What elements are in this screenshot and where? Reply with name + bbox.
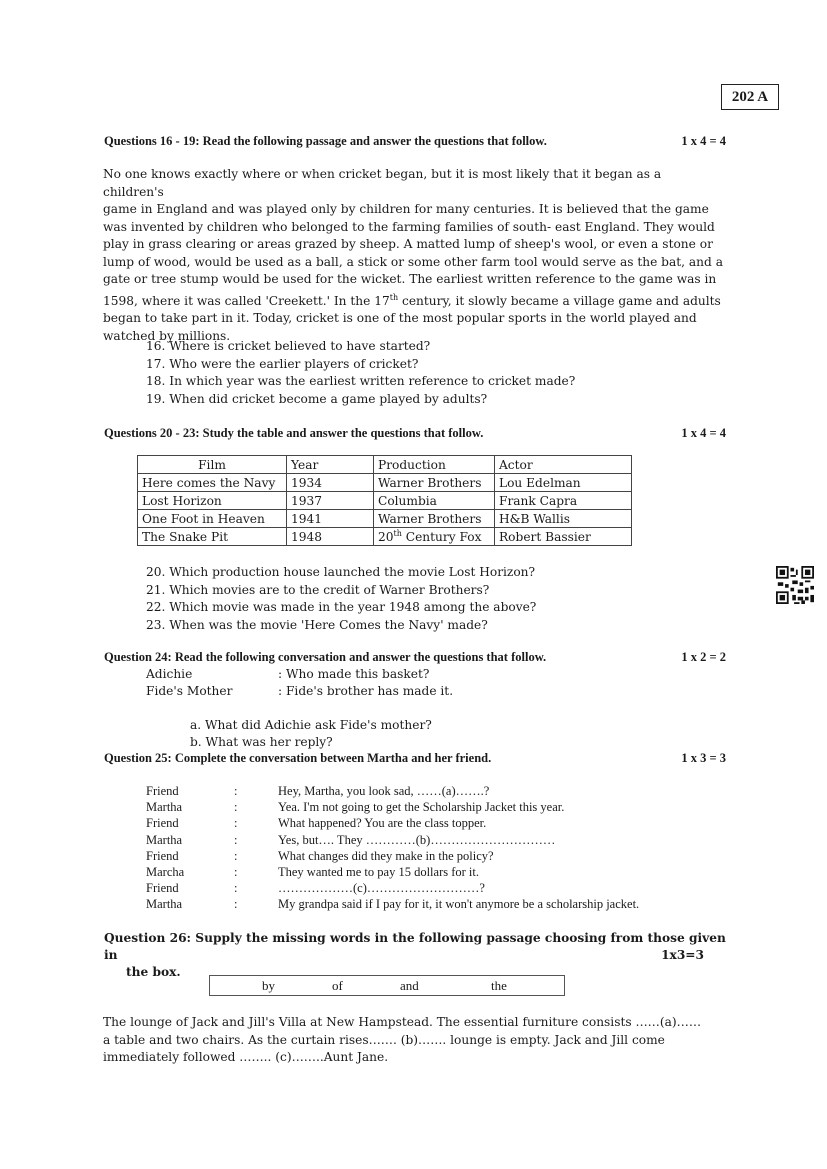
word-box [209, 975, 565, 996]
line-text: Yea. I'm not going to get the Scholarship Jacket this year. [278, 800, 565, 815]
passage-line-start: 1598, where it was called 'Creekett.' In the 17 [103, 293, 390, 308]
cell-actor: Lou Edelman [495, 474, 632, 492]
speaker: Friend [146, 784, 179, 798]
cell-year: 1937 [287, 492, 374, 510]
colon: : [234, 864, 238, 879]
q20-heading-row [104, 426, 726, 441]
cell-production [374, 528, 495, 546]
passage-line: watched by millions. [103, 328, 231, 343]
passage-line: immediately followed …….. (c)……..Aunt Jane. [103, 1050, 389, 1064]
colon: : [234, 897, 238, 912]
q26-heading-line-2: the box. [126, 965, 181, 979]
passage-line: gate or tree stump would be used for the wicket. The earliest written reference to the game was in [103, 272, 717, 286]
superscript: th [389, 292, 399, 302]
qr-code-icon [776, 566, 814, 604]
q24-sub-question-a [190, 717, 432, 735]
q24-speaker-2: Fide's Mother [146, 684, 233, 698]
colon: : [234, 881, 238, 896]
passage-line: The lounge of Jack and Jill's Villa at New Hampstead. The essential furniture consists ……(a)…… [103, 1015, 702, 1029]
q25-marks: 1 x 3 = 3 [681, 751, 726, 765]
cell-year: 1948 [287, 528, 374, 546]
paper-code: 202 A [721, 84, 779, 110]
table-row [138, 510, 632, 528]
table-row [138, 492, 632, 510]
column-header-production: Production [374, 456, 495, 474]
cell-film: Lost Horizon [138, 492, 287, 510]
q16-question-list [146, 338, 575, 408]
word-option: the [491, 978, 507, 993]
column-header-film: Film [138, 456, 287, 474]
question-16: 16. Where is cricket believed to have started? [146, 339, 431, 353]
question-21: 21. Which movies are to the credit of Warner Brothers? [146, 582, 490, 597]
q20-question-list [146, 564, 536, 634]
passage-line: play in grass clearing or areas grazed by sheep. A matted lump of sheep's wool, or even a stone or [103, 237, 713, 251]
superscript: th [393, 528, 402, 538]
passage-line: was invented by children who belonged to the farming families of south- east England. They would [103, 219, 715, 234]
q24-marks: 1 x 2 = 2 [681, 650, 726, 664]
q24-line-1: : Who made this basket? [278, 667, 430, 681]
passage-line-end: century, it slowly became a village game and adults [398, 293, 721, 308]
speaker: Friend [146, 848, 179, 863]
q20-marks: 1 x 4 = 4 [681, 426, 726, 440]
cell-year: 1941 [287, 510, 374, 528]
speaker: Martha [146, 800, 183, 815]
q24-sub-question-b [190, 734, 333, 752]
line-text: ………………(c)………………………? [278, 881, 485, 896]
q20-heading: Questions 20 - 23: Study the table and answer the questions that follow. [104, 426, 484, 440]
film-table [137, 455, 632, 546]
q26-heading [104, 930, 726, 981]
q24-heading: Question 24: Read the following conversation and answer the questions that follow. [104, 650, 547, 664]
q24-speaker-1: Adichie [146, 667, 193, 681]
word-option: and [400, 978, 419, 993]
cell-film: Here comes the Navy [138, 474, 287, 492]
line-text: Hey, Martha, you look sad, ……(a)…….? [278, 784, 490, 798]
speaker: Martha [146, 897, 183, 912]
q26-marks: 1x3=3 [661, 948, 704, 962]
table-row [138, 528, 632, 546]
question-20: 20. Which production house launched the movie Lost Horizon? [146, 565, 536, 579]
q25-heading-row [104, 751, 726, 766]
word-option: of [332, 978, 343, 993]
speaker: Martha [146, 832, 183, 847]
table-header-row [138, 456, 632, 474]
line-text: What changes did they make in the policy? [278, 848, 494, 863]
question-18: 18. In which year was the earliest written reference to cricket made? [146, 374, 576, 388]
line-text: Yes, but…. They …………(b)………………………… [278, 832, 556, 847]
q16-passage [103, 166, 723, 345]
cell-actor: H&B Wallis [495, 510, 632, 528]
question-19: 19. When did cricket become a game played by adults? [146, 391, 488, 406]
speaker: Marcha [146, 864, 185, 879]
cell-production: Warner Brothers [374, 510, 495, 528]
cell-production: Columbia [374, 492, 495, 510]
cell-actor: Frank Capra [495, 492, 632, 510]
cell-production: Warner Brothers [374, 474, 495, 492]
speaker: Friend [146, 816, 179, 831]
passage-line [103, 289, 723, 311]
cell-film: The Snake Pit [138, 528, 287, 546]
line-text: They wanted me to pay 15 dollars for it. [278, 864, 479, 879]
question-17: 17. Who were the earlier players of cricket? [146, 356, 419, 371]
column-header-actor: Actor [495, 456, 632, 474]
column-header-year: Year [287, 456, 374, 474]
q25-heading: Question 25: Complete the conversation between Martha and her friend. [104, 751, 492, 765]
sub-label-a: a. [190, 718, 202, 732]
question-22: 22. Which movie was made in the year 1948 among the above? [146, 600, 537, 614]
colon: : [234, 832, 238, 847]
passage-line: began to take part in it. Today, cricket is one of the most popular sports in the world played and [103, 311, 697, 326]
q26-heading-line-1: Question 26: Supply the missing words in the following passage choosing from those given in [104, 931, 726, 962]
passage-line: No one knows exactly where or when cricket began, but it is most likely that it began as a children's [103, 167, 662, 199]
production-rest: Century Fox [401, 530, 482, 545]
speaker: Friend [146, 881, 179, 896]
question-23: 23. When was the movie 'Here Comes the Navy' made? [146, 617, 488, 632]
cell-actor: Robert Bassier [495, 528, 632, 546]
production-number: 20 [378, 530, 394, 545]
q26-passage [103, 1014, 723, 1067]
passage-line: game in England and was played only by children for many centuries. It is believed that the game [103, 202, 709, 216]
sub-label-b: b. [190, 735, 202, 749]
colon: : [234, 848, 238, 863]
q24-heading-row [104, 650, 726, 665]
cell-film: One Foot in Heaven [138, 510, 287, 528]
word-option: by [262, 978, 275, 993]
cell-year: 1934 [287, 474, 374, 492]
passage-line: lump of wood, would be used as a ball, a stick or some other farm tool would serve as the bat, and a [103, 254, 723, 269]
colon: : [234, 800, 238, 815]
q16-heading-row [104, 134, 726, 149]
passage-line: a table and two chairs. As the curtain rises……. (b)……. lounge is empty. Jack and Jill come [103, 1032, 665, 1047]
colon: : [234, 816, 238, 831]
q16-marks: 1 x 4 = 4 [681, 134, 726, 148]
table-row [138, 474, 632, 492]
q24-line-2: : Fide's brother has made it. [278, 684, 454, 698]
line-text: What happened? You are the class topper. [278, 816, 487, 831]
q16-heading: Questions 16 - 19: Read the following passage and answer the questions that follow. [104, 134, 547, 148]
sub-text-a: What did Adichie ask Fide's mother? [201, 718, 432, 732]
colon: : [234, 784, 238, 798]
line-text: My grandpa said if I pay for it, it won't anymore be a scholarship jacket. [278, 897, 640, 912]
sub-text-b: What was her reply? [201, 735, 333, 749]
